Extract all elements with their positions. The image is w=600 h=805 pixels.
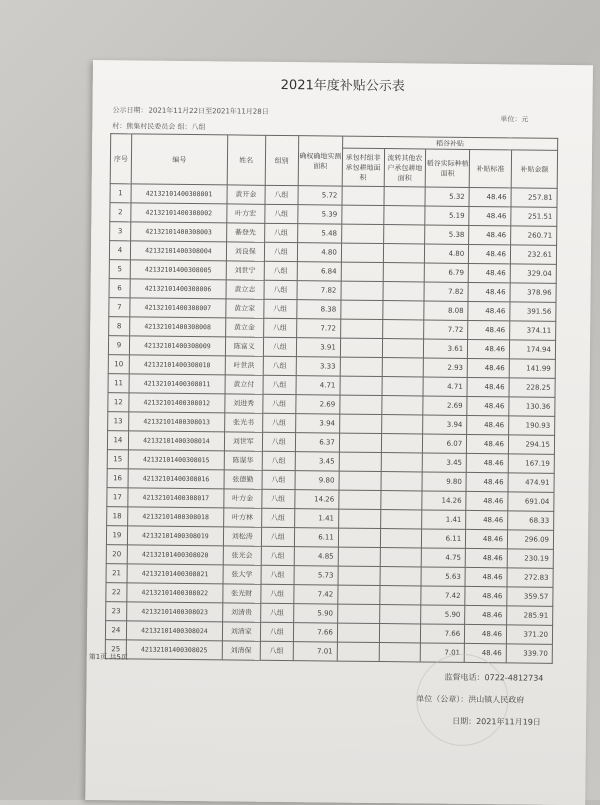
header-seq: 序号 <box>110 134 131 184</box>
row-amount: 294.15 <box>508 435 554 454</box>
row-code: 42132101400308007 <box>130 298 226 318</box>
row-transfer-area <box>382 301 424 320</box>
row-rate: 48.46 <box>469 206 511 225</box>
row-seq: 19 <box>106 526 127 545</box>
row-group: 八组 <box>261 508 295 527</box>
row-code: 42132101400308024 <box>126 621 222 641</box>
row-contract-area <box>338 566 380 585</box>
row-rate: 48.46 <box>469 225 511 244</box>
row-amount: 167.19 <box>508 454 554 473</box>
row-code: 42132101400308009 <box>129 336 225 356</box>
row-area: 6.11 <box>294 528 338 547</box>
row-group: 八组 <box>262 394 296 413</box>
row-transfer-area <box>380 529 422 548</box>
row-group: 八组 <box>264 204 298 223</box>
row-group: 八组 <box>261 527 295 546</box>
row-contract-area <box>341 224 383 243</box>
row-contract-area <box>338 585 380 604</box>
row-name: 叶方宏 <box>227 204 265 223</box>
row-transfer-area <box>381 434 423 453</box>
row-code: 42132101400308006 <box>130 279 226 299</box>
row-seq: 12 <box>108 393 129 412</box>
row-contract-area <box>341 281 383 300</box>
row-area: 7.66 <box>293 623 337 642</box>
header-group: 组别 <box>265 135 299 185</box>
row-transfer-area <box>380 491 422 510</box>
row-code: 42132101400308012 <box>129 393 225 413</box>
row-area: 4.85 <box>294 547 338 566</box>
row-planted: 3.45 <box>423 453 467 472</box>
row-transfer-area <box>383 244 425 263</box>
row-group: 八组 <box>260 641 294 660</box>
row-amount: 285.91 <box>507 606 553 625</box>
row-area: 8.38 <box>297 300 341 319</box>
row-seq: 9 <box>108 336 129 355</box>
row-planted: 6.11 <box>422 529 466 548</box>
row-rate: 48.46 <box>468 263 510 282</box>
row-name: 刘世军 <box>224 432 262 451</box>
row-planted: 3.94 <box>423 415 467 434</box>
notice-sheet <box>85 60 593 805</box>
row-contract-area <box>339 433 381 452</box>
row-transfer-area <box>379 605 421 624</box>
row-contract-area <box>341 300 383 319</box>
row-name: 刘进秀 <box>225 394 263 413</box>
row-seq: 16 <box>107 469 128 488</box>
row-planted: 7.82 <box>424 282 468 301</box>
row-seq: 6 <box>109 279 130 298</box>
row-planted: 5.90 <box>421 605 465 624</box>
row-rate: 48.46 <box>465 605 507 624</box>
row-amount: 68.33 <box>508 511 554 530</box>
row-group: 八组 <box>263 375 297 394</box>
row-seq: 24 <box>105 621 126 640</box>
row-code: 42132101400308005 <box>130 260 226 280</box>
row-contract-area <box>339 452 381 471</box>
row-group: 八组 <box>265 185 299 204</box>
row-planted: 7.72 <box>424 320 468 339</box>
row-name: 张大学 <box>223 565 261 584</box>
row-rate: 48.46 <box>465 624 507 643</box>
row-transfer-area <box>382 339 424 358</box>
row-code: 42132101400308011 <box>129 374 225 394</box>
row-transfer-area <box>383 282 425 301</box>
row-planted: 4.80 <box>425 244 469 263</box>
row-code: 42132101400308015 <box>128 450 224 470</box>
row-transfer-area <box>379 624 421 643</box>
row-code: 42132101400308004 <box>130 241 226 261</box>
row-amount: 378.96 <box>510 283 556 302</box>
hotline: 监督电话：0722-4812734 <box>444 672 544 683</box>
row-name: 黄立付 <box>225 375 263 394</box>
row-seq: 25 <box>105 640 126 659</box>
header-rice-subsidy: 稻谷补贴 <box>342 136 557 150</box>
row-code: 42132101400308002 <box>131 203 227 223</box>
row-seq: 13 <box>108 412 129 431</box>
row-name: 黄开金 <box>227 185 265 204</box>
row-seq: 1 <box>110 184 131 203</box>
row-amount: 296.09 <box>507 530 553 549</box>
header-area: 确权确地实测面积 <box>298 136 342 186</box>
row-name: 张光会 <box>223 546 261 565</box>
row-planted: 7.01 <box>421 643 465 662</box>
row-area: 7.42 <box>294 585 338 604</box>
row-group: 八组 <box>264 261 298 280</box>
row-group: 八组 <box>264 280 298 299</box>
row-transfer-area <box>381 415 423 434</box>
row-rate: 48.46 <box>468 282 510 301</box>
header-name: 姓名 <box>227 135 265 185</box>
row-planted: 5.19 <box>425 206 469 225</box>
row-area: 5.90 <box>294 604 338 623</box>
row-code: 42132101400308014 <box>128 431 224 451</box>
row-area: 5.48 <box>298 224 342 243</box>
row-transfer-area <box>379 643 421 662</box>
row-amount: 391.56 <box>510 302 556 321</box>
row-amount: 371.20 <box>506 625 552 644</box>
row-rate: 48.46 <box>467 415 509 434</box>
row-amount: 232.61 <box>510 245 556 264</box>
row-seq: 5 <box>109 260 130 279</box>
row-area: 3.33 <box>296 357 340 376</box>
row-rate: 48.46 <box>466 529 508 548</box>
row-contract-area <box>341 243 383 262</box>
row-area: 9.80 <box>295 471 339 490</box>
row-planted: 5.32 <box>425 187 469 206</box>
row-transfer-area <box>383 206 425 225</box>
row-amount: 272.83 <box>507 568 553 587</box>
row-planted: 7.42 <box>421 586 465 605</box>
row-group: 八组 <box>263 337 297 356</box>
header-amount: 补贴金额 <box>511 150 557 188</box>
row-rate: 48.46 <box>468 320 510 339</box>
row-area: 14.26 <box>295 490 339 509</box>
row-planted: 1.41 <box>422 510 466 529</box>
row-name: 綦登先 <box>227 223 265 242</box>
row-group: 八组 <box>264 242 298 261</box>
row-rate: 48.46 <box>469 187 511 206</box>
row-code: 42132101400308021 <box>127 564 223 584</box>
row-amount: 228.25 <box>509 378 555 397</box>
row-name: 刘清贵 <box>223 603 261 622</box>
period-label: 公示日期： <box>112 106 148 115</box>
row-seq: 15 <box>107 450 128 469</box>
row-planted: 2.93 <box>424 358 468 377</box>
header-transfer-area: 流转其他农户承包耕地面积 <box>384 149 426 187</box>
row-amount: 691.04 <box>508 492 554 511</box>
row-transfer-area <box>379 586 421 605</box>
row-name: 张光书 <box>225 413 263 432</box>
row-group: 八组 <box>263 318 297 337</box>
row-rate: 48.46 <box>468 301 510 320</box>
row-rate: 48.46 <box>467 396 509 415</box>
row-code: 42132101400308008 <box>129 317 225 337</box>
row-code: 42132101400308022 <box>127 583 223 603</box>
row-code: 42132101400308017 <box>128 488 224 508</box>
row-transfer-area <box>381 396 423 415</box>
row-amount: 230.19 <box>507 549 553 568</box>
row-group: 八组 <box>260 584 294 603</box>
row-group: 八组 <box>263 356 297 375</box>
row-contract-area <box>339 490 381 509</box>
row-code: 42132101400308003 <box>130 222 226 242</box>
row-rate: 48.46 <box>466 491 508 510</box>
row-seq: 18 <box>107 507 128 526</box>
row-seq: 22 <box>106 583 127 602</box>
row-planted: 5.38 <box>425 225 469 244</box>
row-area: 5.73 <box>294 566 338 585</box>
row-transfer-area <box>384 187 426 206</box>
row-name: 叶世洪 <box>225 356 263 375</box>
row-code: 42132101400308001 <box>131 184 227 204</box>
row-amount: 141.99 <box>509 359 555 378</box>
row-rate: 48.46 <box>465 567 507 586</box>
row-contract-area <box>338 509 380 528</box>
row-contract-area <box>340 319 382 338</box>
row-code: 42132101400308019 <box>127 526 223 546</box>
table-body <box>105 184 557 664</box>
row-area: 4.80 <box>297 243 341 262</box>
row-seq: 8 <box>109 317 130 336</box>
row-planted: 8.08 <box>424 301 468 320</box>
row-planted: 7.66 <box>421 624 465 643</box>
row-area: 3.94 <box>296 414 340 433</box>
row-code: 42132101400308018 <box>127 507 223 527</box>
row-group: 八组 <box>260 622 294 641</box>
row-name: 刘世宁 <box>226 261 264 280</box>
row-seq: 2 <box>110 203 131 222</box>
row-seq: 23 <box>106 602 127 621</box>
row-name: 陈谋华 <box>224 451 262 470</box>
row-contract-area <box>342 186 384 205</box>
row-contract-area <box>339 471 381 490</box>
row-seq: 4 <box>109 241 130 260</box>
period-value: 2021年11月22日至2021年11月28日 <box>148 106 269 116</box>
row-rate: 48.46 <box>466 510 508 529</box>
row-name: 黄立志 <box>226 280 264 299</box>
row-rate: 48.46 <box>464 643 506 662</box>
row-code: 42132101400308020 <box>127 545 223 565</box>
row-transfer-area <box>380 510 422 529</box>
row-area: 6.84 <box>297 262 341 281</box>
row-planted: 4.71 <box>423 377 467 396</box>
row-amount: 190.93 <box>509 416 555 435</box>
row-amount: 257.81 <box>511 188 557 207</box>
row-amount: 174.94 <box>509 340 555 359</box>
row-name: 刘清家 <box>222 622 260 641</box>
row-area: 6.37 <box>295 433 339 452</box>
row-contract-area <box>338 528 380 547</box>
row-planted: 5.63 <box>421 567 465 586</box>
row-planted: 14.26 <box>422 491 466 510</box>
row-code: 42132101400308023 <box>127 602 223 622</box>
village-label: 村：熊集村民委员会 组：八组 <box>112 122 206 132</box>
row-contract-area <box>340 357 382 376</box>
row-rate: 48.46 <box>465 586 507 605</box>
row-area: 5.72 <box>298 186 342 205</box>
issuer: 单位（公章）：洪山镇人民政府 <box>416 694 525 705</box>
row-planted: 3.61 <box>424 339 468 358</box>
row-seq: 21 <box>106 564 127 583</box>
row-group: 八组 <box>262 432 296 451</box>
row-name: 叶方林 <box>224 508 262 527</box>
row-amount: 359.57 <box>507 587 553 606</box>
row-seq: 17 <box>107 488 128 507</box>
row-name: 张德勤 <box>224 470 262 489</box>
row-transfer-area <box>383 263 425 282</box>
period-line <box>112 105 269 117</box>
row-rate: 48.46 <box>466 472 508 491</box>
row-group: 八组 <box>262 451 296 470</box>
row-contract-area <box>340 376 382 395</box>
row-transfer-area <box>380 567 422 586</box>
row-contract-area <box>339 414 381 433</box>
row-group: 八组 <box>261 489 295 508</box>
row-code: 42132101400308025 <box>126 640 222 660</box>
row-rate: 48.46 <box>469 244 511 263</box>
header-planted-area: 稻谷实际种植面积 <box>426 149 470 187</box>
row-contract-area <box>340 338 382 357</box>
row-transfer-area <box>382 358 424 377</box>
row-planted: 6.79 <box>425 263 469 282</box>
row-amount: 374.11 <box>510 321 556 340</box>
row-amount: 260.71 <box>511 226 557 245</box>
row-amount: 130.36 <box>509 397 555 416</box>
row-transfer-area <box>381 453 423 472</box>
row-group: 八组 <box>263 299 297 318</box>
row-amount: 329.04 <box>510 264 556 283</box>
row-contract-area <box>340 395 382 414</box>
page-info: 第1页 共5页 <box>88 652 128 662</box>
row-amount: 474.91 <box>508 473 554 492</box>
header-rate: 补贴标准 <box>469 149 511 187</box>
row-name: 刘松涛 <box>223 527 261 546</box>
row-name: 刘良保 <box>226 242 264 261</box>
row-seq: 20 <box>106 545 127 564</box>
header-code: 编号 <box>131 134 228 185</box>
subsidy-table <box>105 133 558 664</box>
row-name: 黄立金 <box>226 318 264 337</box>
row-transfer-area <box>382 320 424 339</box>
row-amount: 339.70 <box>506 644 552 663</box>
row-group: 八组 <box>261 565 295 584</box>
row-name: 张光财 <box>223 584 261 603</box>
row-name: 叶方金 <box>224 489 262 508</box>
row-contract-area <box>341 262 383 281</box>
row-seq: 11 <box>108 374 129 393</box>
row-rate: 48.46 <box>467 377 509 396</box>
row-area: 4.71 <box>296 376 340 395</box>
row-planted: 2.69 <box>423 396 467 415</box>
issue-date: 日期：2021年11月19日 <box>452 716 541 727</box>
row-transfer-area <box>383 225 425 244</box>
row-planted: 9.80 <box>422 472 466 491</box>
row-seq: 3 <box>110 222 131 241</box>
row-group: 八组 <box>264 223 298 242</box>
row-group: 八组 <box>262 413 296 432</box>
row-rate: 48.46 <box>468 339 510 358</box>
row-amount: 251.51 <box>511 207 557 226</box>
row-code: 42132101400308016 <box>128 469 224 489</box>
row-group: 八组 <box>261 546 295 565</box>
row-group: 八组 <box>262 470 296 489</box>
row-transfer-area <box>382 377 424 396</box>
header-contract-area: 承包村组非承包耕地面积 <box>342 148 384 186</box>
row-transfer-area <box>381 472 423 491</box>
row-area: 3.91 <box>296 338 340 357</box>
row-rate: 48.46 <box>465 548 507 567</box>
row-planted: 4.75 <box>422 548 466 567</box>
row-name: 陈富义 <box>225 337 263 356</box>
row-area: 7.01 <box>293 642 337 661</box>
row-planted: 6.07 <box>423 434 467 453</box>
row-contract-area <box>337 604 379 623</box>
row-seq: 14 <box>107 431 128 450</box>
row-contract-area <box>337 623 379 642</box>
row-rate: 48.46 <box>467 358 509 377</box>
row-contract-area <box>338 547 380 566</box>
row-area: 7.72 <box>297 319 341 338</box>
row-area: 1.41 <box>295 509 339 528</box>
row-group: 八组 <box>260 603 294 622</box>
row-seq: 10 <box>108 355 129 374</box>
row-name: 刘清保 <box>222 641 260 660</box>
row-seq: 7 <box>109 298 130 317</box>
row-area: 3.45 <box>295 452 339 471</box>
row-area: 2.69 <box>296 395 340 414</box>
row-area: 5.39 <box>298 205 342 224</box>
row-transfer-area <box>380 548 422 567</box>
row-rate: 48.46 <box>467 434 509 453</box>
row-code: 42132101400308010 <box>129 355 225 375</box>
unit-label: 单位：元 <box>500 115 529 124</box>
row-code: 42132101400308013 <box>128 412 224 432</box>
row-rate: 48.46 <box>466 453 508 472</box>
document-title: 2021年度补贴公示表 <box>280 77 405 95</box>
row-contract-area <box>342 205 384 224</box>
row-area: 7.82 <box>297 281 341 300</box>
row-contract-area <box>337 642 379 661</box>
row-name: 黄立家 <box>226 299 264 318</box>
